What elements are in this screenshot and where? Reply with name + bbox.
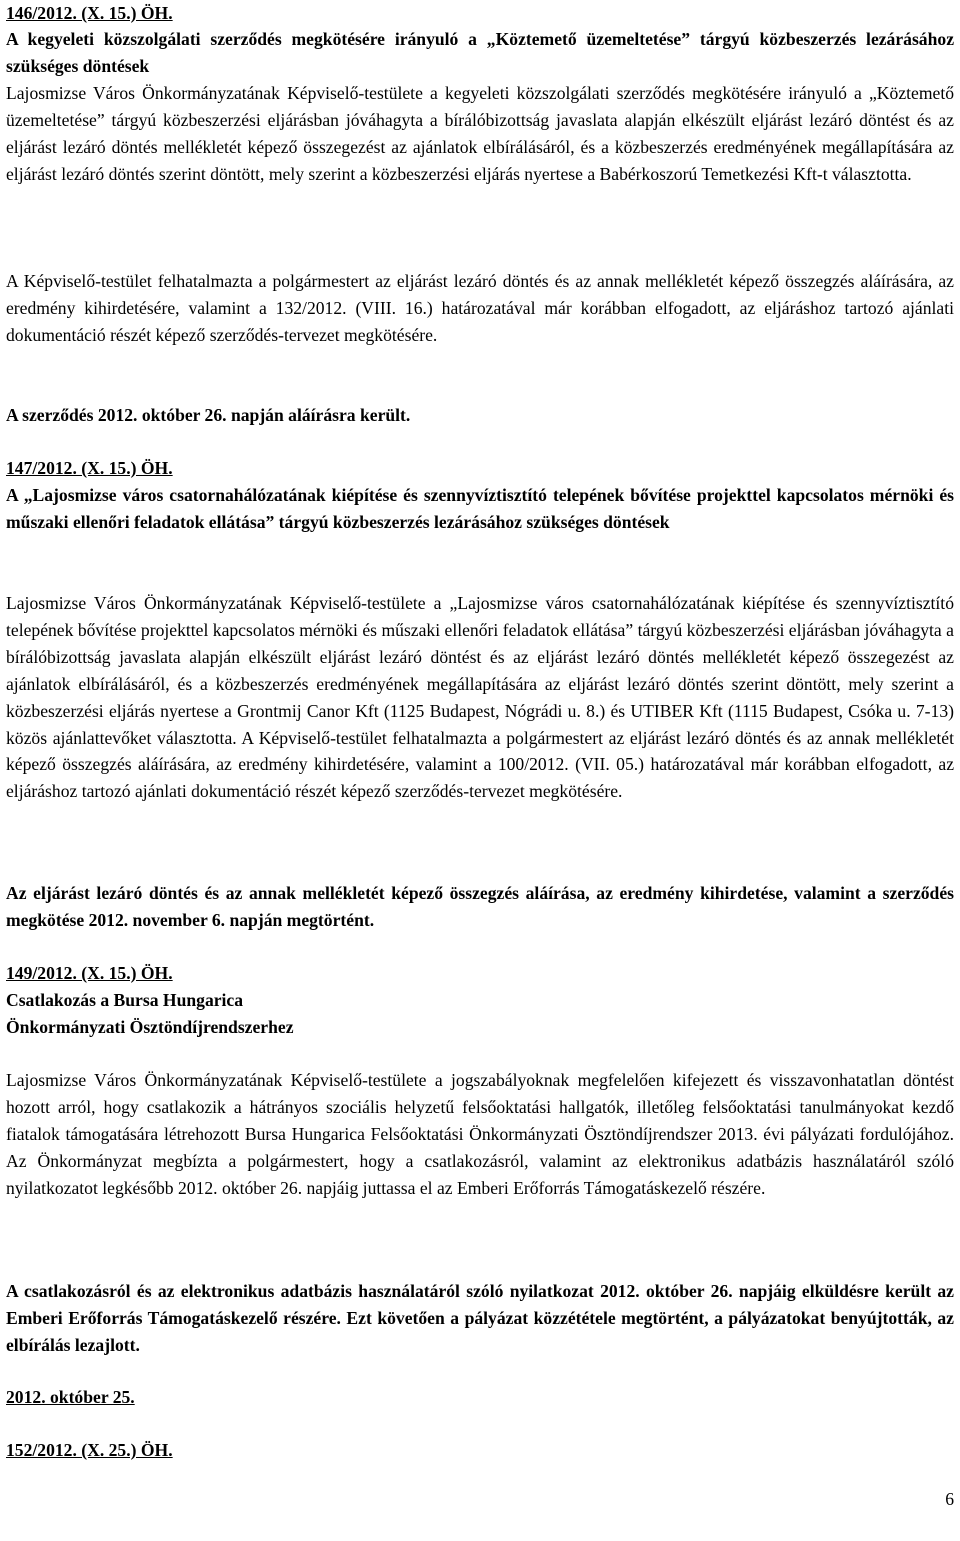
resolution-ref-146: 146/2012. (X. 15.) ÖH. [6, 3, 173, 23]
resolution-title-149-line2: Önkormányzati Ösztöndíjrendszerhez [6, 1017, 294, 1037]
meeting-date-heading: 2012. október 25. [6, 1387, 135, 1407]
resolution-body-147: Lajosmizse Város Önkormányzatának Képviselő-testülete a „Lajosmizse város csatornahálózatának kiépítése és szennyvíztisztító telepének bővítése projekttel kapcsolatos mérnöki és műszaki ellenőri feladatok ellátása” tárgyú közbeszerzési eljárásban jóváhagyta a bírálóbizottság javaslata alapján elkészült eljárást lezáró döntést és az eljárást lezáró döntés mellékletét képező összegezést az ajánlatok elbírálásáról, és a közbeszerzés eredményének megállapítására az eljárást lezáró döntés szerint döntött, mely szerint a közbeszerzési eljárás nyertese a Grontmij Canor Kft (1125 Budapest, Nógrádi u. 8.) és UTIBER Kft (1115 Budapest, Csóka u. 7-13) közös ajánlattevőket választotta. A Képviselő-testület felhatalmazta a polgármestert az eljárást lezáró döntés és az annak mellékletét képező összegzés aláírására, az eredmény kihirdetésére, valamint a 100/2012. (VII. 05.) határozatával már korábban elfogadott, az eljáráshoz tartozó ajánlati dokumentáció részét képező szerződés-tervezet megkötésére. [6, 593, 954, 802]
resolution-ref-147: 147/2012. (X. 15.) ÖH. [6, 458, 173, 478]
resolution-body-146-a: Lajosmizse Város Önkormányzatának Képviselő-testülete a kegyeleti közszolgálati szerződés megkötésére irányuló a „Köztemető üzemeltetése” tárgyú közbeszerzési eljárásban jóváhagyta a bírálóbizottság javaslata alapján elkészült eljárást lezáró döntést és az eljárást lezáró döntés mellékletét képező összegezést az ajánlatok elbírálásáról, és a közbeszerzés eredményének megállapítására az eljárást lezáró döntés szerint döntött, mely szerint a közbeszerzési eljárás nyertese a Babérkoszorú Temetkezési Kft-t választotta. [6, 83, 954, 184]
resolution-body-149: Lajosmizse Város Önkormányzatának Képviselő-testülete a jogszabályoknak megfelelően kifejezett és visszavonhatatlan döntést hozott arról, hogy csatlakozik a hátrányos szociális helyzetű felsőoktatási hallgatók, illetőleg felsőoktatási tanulmányokat kezdő fiatalok támogatására létrehozott Bursa Hungarica Felsőoktatási Önkormányzati Ösztöndíjrendszer 2013. évi pályázati fordulójához. Az Önkormányzat megbízta a polgármestert, hogy a csatlakozásról, valamint az elektronikus adatbázis használatáról szóló nyilatkozatot legkésőbb 2012. október 26. napjáig juttassa el az Emberi Erőforrás Támogatáskezelő részére. [6, 1070, 954, 1198]
resolution-ref-149: 149/2012. (X. 15.) ÖH. [6, 963, 173, 983]
resolution-title-149-line1: Csatlakozás a Bursa Hungarica [6, 990, 244, 1010]
resolution-body-146-b: A Képviselő-testület felhatalmazta a polgármestert az eljárást lezáró döntés és az annak mellékletét képező összegzés aláírására, az eredmény kihirdetésére, valamint a 132/2012. (VIII. 16.) határozatával már korábban elfogadott, az eljáráshoz tartozó ajánlati dokumentáció részét képező szerződés-tervezet megkötésére. [6, 271, 954, 345]
resolution-status-146: A szerződés 2012. október 26. napján aláírásra került. [6, 405, 411, 425]
resolution-title-146: A kegyeleti közszolgálati szerződés megkötésére irányuló a „Köztemető üzemeltetése” tárgyú közbeszerzés lezárásához szükséges döntések [6, 29, 954, 76]
resolution-status-147: Az eljárást lezáró döntés és az annak mellékletét képező összegzés aláírása, az eredmény kihirdetése, valamint a szerződés megkötése 2012. november 6. napján megtörtént. [6, 883, 954, 930]
resolution-status-149: A csatlakozásról és az elektronikus adatbázis használatáról szóló nyilatkozat 2012. október 26. napjáig elküldésre került az Emberi Erőforrás Támogatáskezelő részére. Ezt követően a pályázat közzététele megtörtént, a pályázatokat benyújtották, az elbírálás lezajlott. [6, 1281, 954, 1355]
page-number: 6 [945, 1489, 954, 1509]
resolution-ref-152: 152/2012. (X. 25.) ÖH. [6, 1440, 173, 1460]
resolution-title-147: A „Lajosmizse város csatornahálózatának kiépítése és szennyvíztisztító telepének bővítése projekttel kapcsolatos mérnöki és műszaki ellenőri feladatok ellátása” tárgyú közbeszerzés lezárásához szükséges döntések [6, 485, 954, 532]
